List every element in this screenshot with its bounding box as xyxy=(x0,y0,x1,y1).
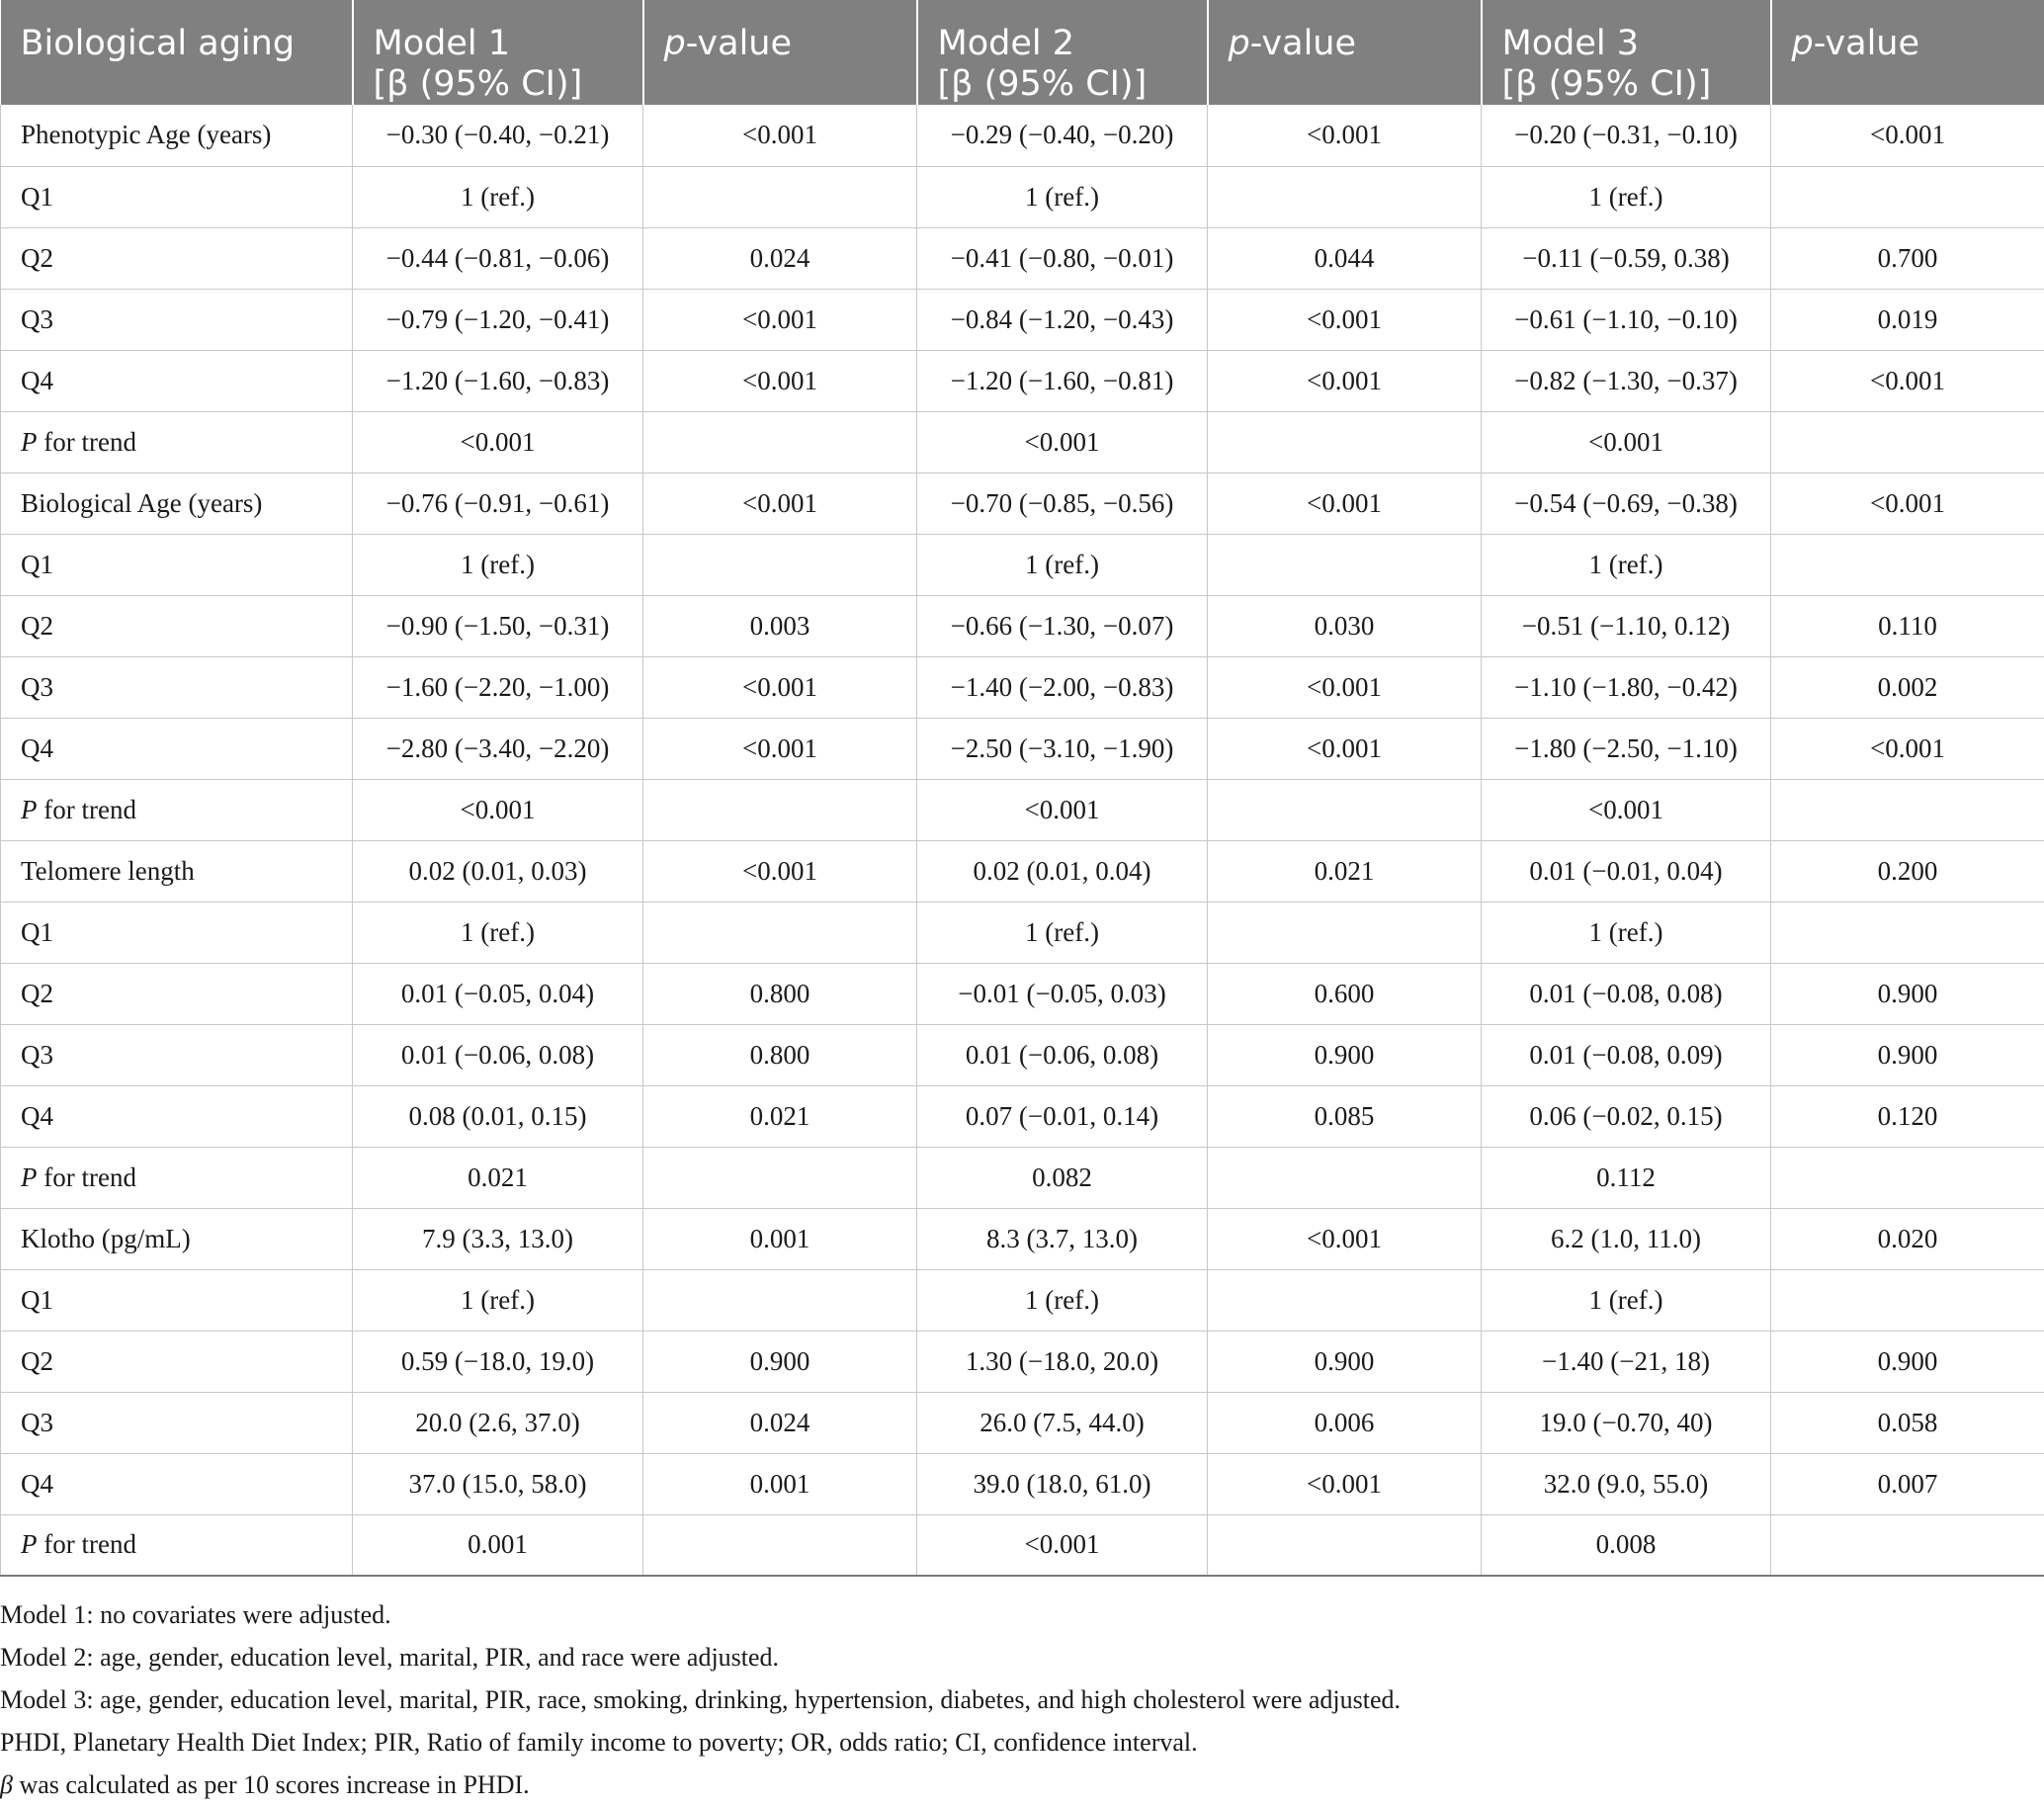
p-value-cell: <0.001 xyxy=(1208,1208,1482,1269)
beta-ci-cell: 0.021 xyxy=(353,1147,643,1208)
beta-ci-cell: −0.76 (−0.91, −0.61) xyxy=(353,473,643,534)
p-value-cell: <0.001 xyxy=(643,656,917,718)
p-value-cell xyxy=(1771,411,2044,473)
p-value-cell xyxy=(643,902,917,963)
header-p-value-2: p-value xyxy=(1208,0,1482,105)
beta-ci-cell: −0.01 (−0.05, 0.03) xyxy=(917,963,1208,1024)
beta-ci-cell: −0.84 (−1.20, −0.43) xyxy=(917,289,1208,350)
beta-ci-cell: −0.66 (−1.30, −0.07) xyxy=(917,595,1208,656)
header-model-1: Model 1 [β (95% CI)] xyxy=(353,0,643,105)
p-value-cell: <0.001 xyxy=(1771,350,2044,411)
beta-ci-cell: 0.01 (−0.01, 0.04) xyxy=(1482,840,1771,902)
beta-ci-cell: 1 (ref.) xyxy=(1482,902,1771,963)
beta-ci-cell: −0.29 (−0.40, −0.20) xyxy=(917,105,1208,166)
beta-ci-cell: −1.40 (−21, 18) xyxy=(1482,1331,1771,1392)
beta-ci-cell: −0.61 (−1.10, −0.10) xyxy=(1482,289,1771,350)
p-value-cell: 0.600 xyxy=(1208,963,1482,1024)
p-value-cell: 0.019 xyxy=(1771,289,2044,350)
row-label: P for trend xyxy=(1,411,353,473)
table-row xyxy=(1,1024,2044,1085)
header-model-3: Model 3 [β (95% CI)] xyxy=(1482,0,1771,105)
p-value-cell: 0.006 xyxy=(1208,1392,1482,1453)
beta-ci-cell: −1.80 (−2.50, −1.10) xyxy=(1482,718,1771,779)
p-value-cell xyxy=(1771,166,2044,227)
p-value-cell xyxy=(1771,779,2044,840)
beta-ci-cell: −0.90 (−1.50, −0.31) xyxy=(353,595,643,656)
p-value-cell: <0.001 xyxy=(1208,656,1482,718)
table-body xyxy=(1,105,2044,1576)
p-value-cell: 0.200 xyxy=(1771,840,2044,902)
p-value-cell: <0.001 xyxy=(1771,718,2044,779)
beta-ci-cell: 1 (ref.) xyxy=(1482,534,1771,595)
p-value-cell: 0.024 xyxy=(643,227,917,289)
p-value-cell: 0.085 xyxy=(1208,1085,1482,1147)
table-row xyxy=(1,1453,2044,1514)
table-footnotes xyxy=(0,1593,2044,1806)
p-value-cell: 0.800 xyxy=(643,963,917,1024)
table-row xyxy=(1,289,2044,350)
beta-ci-cell: −1.20 (−1.60, −0.83) xyxy=(353,350,643,411)
p-value-cell: <0.001 xyxy=(1771,473,2044,534)
p-value-cell xyxy=(643,1269,917,1331)
beta-ci-cell: 37.0 (15.0, 58.0) xyxy=(353,1453,643,1514)
row-label: Q1 xyxy=(1,534,353,595)
p-value-cell: 0.800 xyxy=(643,1024,917,1085)
p-value-cell: 0.020 xyxy=(1771,1208,2044,1269)
header-p-value-1: p-value xyxy=(643,0,917,105)
footnote-model-3: Model 3: age, gender, education level, marital, PIR, race, smoking, drinking, hypertension, diabetes, and high cholesterol were adjusted. xyxy=(0,1678,2044,1721)
beta-ci-cell: 0.01 (−0.08, 0.08) xyxy=(1482,963,1771,1024)
p-value-cell: <0.001 xyxy=(1208,105,1482,166)
beta-ci-cell: 1 (ref.) xyxy=(917,902,1208,963)
beta-ci-cell: <0.001 xyxy=(1482,779,1771,840)
beta-ci-cell: 1.30 (−18.0, 20.0) xyxy=(917,1331,1208,1392)
p-value-cell xyxy=(643,411,917,473)
p-value-cell: <0.001 xyxy=(1208,1453,1482,1514)
p-value-cell xyxy=(1208,534,1482,595)
beta-ci-cell: −1.60 (−2.20, −1.00) xyxy=(353,656,643,718)
beta-ci-cell: 0.01 (−0.06, 0.08) xyxy=(353,1024,643,1085)
table-row xyxy=(1,779,2044,840)
beta-ci-cell: <0.001 xyxy=(353,411,643,473)
p-value-cell: 0.900 xyxy=(1771,1024,2044,1085)
row-label: Q1 xyxy=(1,902,353,963)
beta-ci-cell: −2.80 (−3.40, −2.20) xyxy=(353,718,643,779)
beta-ci-cell: −0.82 (−1.30, −0.37) xyxy=(1482,350,1771,411)
beta-ci-cell: <0.001 xyxy=(1482,411,1771,473)
table-row xyxy=(1,473,2044,534)
beta-ci-cell: 1 (ref.) xyxy=(353,902,643,963)
p-value-cell: <0.001 xyxy=(643,350,917,411)
row-label: Q3 xyxy=(1,289,353,350)
beta-ci-cell: −0.11 (−0.59, 0.38) xyxy=(1482,227,1771,289)
header-biological-aging: Biological aging xyxy=(1,0,353,105)
p-value-cell: 0.003 xyxy=(643,595,917,656)
beta-ci-cell: −2.50 (−3.10, −1.90) xyxy=(917,718,1208,779)
beta-ci-cell: 1 (ref.) xyxy=(353,1269,643,1331)
p-value-cell xyxy=(1208,1269,1482,1331)
p-value-cell xyxy=(643,1147,917,1208)
beta-ci-cell: <0.001 xyxy=(917,411,1208,473)
p-value-cell xyxy=(1771,1147,2044,1208)
row-label: Q2 xyxy=(1,1331,353,1392)
beta-ci-cell: −1.10 (−1.80, −0.42) xyxy=(1482,656,1771,718)
beta-ci-cell: 0.008 xyxy=(1482,1514,1771,1576)
p-value-cell: <0.001 xyxy=(1208,289,1482,350)
table-row xyxy=(1,963,2044,1024)
beta-ci-cell: 1 (ref.) xyxy=(1482,166,1771,227)
beta-ci-cell: 1 (ref.) xyxy=(917,166,1208,227)
row-label: Q4 xyxy=(1,718,353,779)
p-value-cell: 0.700 xyxy=(1771,227,2044,289)
p-value-cell: <0.001 xyxy=(643,840,917,902)
row-label: Biological Age (years) xyxy=(1,473,353,534)
p-value-cell: 0.900 xyxy=(643,1331,917,1392)
table-row xyxy=(1,534,2044,595)
p-value-cell: 0.021 xyxy=(643,1085,917,1147)
table-row xyxy=(1,1331,2044,1392)
beta-ci-cell: 0.01 (−0.05, 0.04) xyxy=(353,963,643,1024)
row-label: P for trend xyxy=(1,1514,353,1576)
beta-ci-cell: −0.70 (−0.85, −0.56) xyxy=(917,473,1208,534)
row-label: Q2 xyxy=(1,227,353,289)
beta-ci-cell: 1 (ref.) xyxy=(917,534,1208,595)
p-value-cell: 0.044 xyxy=(1208,227,1482,289)
row-label: Telomere length xyxy=(1,840,353,902)
p-value-cell xyxy=(643,166,917,227)
table-row xyxy=(1,105,2044,166)
table-row xyxy=(1,840,2044,902)
p-value-cell xyxy=(643,534,917,595)
footnote-beta: β was calculated as per 10 scores increase in PHDI. xyxy=(0,1763,2044,1806)
beta-ci-cell: −0.20 (−0.31, −0.10) xyxy=(1482,105,1771,166)
beta-ci-cell: 8.3 (3.7, 13.0) xyxy=(917,1208,1208,1269)
p-value-cell xyxy=(1208,779,1482,840)
p-value-cell xyxy=(1771,534,2044,595)
beta-ci-cell: <0.001 xyxy=(917,1514,1208,1576)
table-row xyxy=(1,1085,2044,1147)
beta-ci-cell: −0.54 (−0.69, −0.38) xyxy=(1482,473,1771,534)
p-value-cell xyxy=(643,779,917,840)
table-row xyxy=(1,350,2044,411)
row-label: Q2 xyxy=(1,963,353,1024)
row-label: Klotho (pg/mL) xyxy=(1,1208,353,1269)
beta-ci-cell: 20.0 (2.6, 37.0) xyxy=(353,1392,643,1453)
p-value-cell: 0.001 xyxy=(643,1208,917,1269)
footnote-abbreviations: PHDI, Planetary Health Diet Index; PIR, Ratio of family income to poverty; OR, odds ratio; CI, confidence interval. xyxy=(0,1721,2044,1763)
p-value-cell: 0.900 xyxy=(1771,1331,2044,1392)
table-row xyxy=(1,656,2044,718)
p-value-cell: 0.030 xyxy=(1208,595,1482,656)
p-value-cell: <0.001 xyxy=(1208,350,1482,411)
beta-ci-cell: 0.06 (−0.02, 0.15) xyxy=(1482,1085,1771,1147)
p-value-cell: 0.021 xyxy=(1208,840,1482,902)
p-value-cell: <0.001 xyxy=(643,718,917,779)
row-label: Q4 xyxy=(1,1085,353,1147)
p-value-cell: 0.900 xyxy=(1771,963,2044,1024)
beta-ci-cell: 0.01 (−0.06, 0.08) xyxy=(917,1024,1208,1085)
p-value-cell: 0.002 xyxy=(1771,656,2044,718)
table-row xyxy=(1,595,2044,656)
row-label: Q1 xyxy=(1,1269,353,1331)
p-value-cell: <0.001 xyxy=(1208,718,1482,779)
p-value-cell: <0.001 xyxy=(643,105,917,166)
table-row xyxy=(1,1392,2044,1453)
table-row xyxy=(1,166,2044,227)
table-row xyxy=(1,1147,2044,1208)
p-value-cell xyxy=(1208,411,1482,473)
row-label: Q4 xyxy=(1,1453,353,1514)
p-value-cell xyxy=(1208,902,1482,963)
table-row xyxy=(1,902,2044,963)
row-label: P for trend xyxy=(1,1147,353,1208)
beta-ci-cell: 1 (ref.) xyxy=(353,534,643,595)
beta-ci-cell: 19.0 (−0.70, 40) xyxy=(1482,1392,1771,1453)
header-row xyxy=(1,0,2044,105)
beta-ci-cell: 1 (ref.) xyxy=(1482,1269,1771,1331)
p-value-cell: 0.110 xyxy=(1771,595,2044,656)
beta-ci-cell: −1.40 (−2.00, −0.83) xyxy=(917,656,1208,718)
header-model-2: Model 2 [β (95% CI)] xyxy=(917,0,1208,105)
p-value-cell xyxy=(1771,902,2044,963)
p-value-cell xyxy=(1208,166,1482,227)
header-p-value-3: p-value xyxy=(1771,0,2044,105)
p-value-cell: 0.007 xyxy=(1771,1453,2044,1514)
row-label: P for trend xyxy=(1,779,353,840)
beta-ci-cell: 32.0 (9.0, 55.0) xyxy=(1482,1453,1771,1514)
beta-ci-cell: <0.001 xyxy=(917,779,1208,840)
p-value-cell xyxy=(1208,1514,1482,1576)
row-label: Phenotypic Age (years) xyxy=(1,105,353,166)
table-row xyxy=(1,227,2044,289)
beta-ci-cell: 0.02 (0.01, 0.03) xyxy=(353,840,643,902)
p-value-cell: <0.001 xyxy=(643,289,917,350)
beta-ci-cell: 0.082 xyxy=(917,1147,1208,1208)
beta-ci-cell: 39.0 (18.0, 61.0) xyxy=(917,1453,1208,1514)
beta-ci-cell: −1.20 (−1.60, −0.81) xyxy=(917,350,1208,411)
beta-ci-cell: −0.51 (−1.10, 0.12) xyxy=(1482,595,1771,656)
beta-ci-cell: 0.112 xyxy=(1482,1147,1771,1208)
beta-ci-cell: 0.02 (0.01, 0.04) xyxy=(917,840,1208,902)
beta-ci-cell: 0.07 (−0.01, 0.14) xyxy=(917,1085,1208,1147)
beta-ci-cell: 0.01 (−0.08, 0.09) xyxy=(1482,1024,1771,1085)
row-label: Q4 xyxy=(1,350,353,411)
table-row xyxy=(1,1514,2044,1576)
footnote-model-1: Model 1: no covariates were adjusted. xyxy=(0,1593,2044,1636)
beta-ci-cell: 6.2 (1.0, 11.0) xyxy=(1482,1208,1771,1269)
row-label: Q2 xyxy=(1,595,353,656)
p-value-cell xyxy=(1771,1514,2044,1576)
beta-ci-cell: <0.001 xyxy=(353,779,643,840)
row-label: Q1 xyxy=(1,166,353,227)
p-value-cell: 0.058 xyxy=(1771,1392,2044,1453)
p-value-cell: 0.900 xyxy=(1208,1331,1482,1392)
beta-ci-cell: 1 (ref.) xyxy=(917,1269,1208,1331)
table-row xyxy=(1,1269,2044,1331)
beta-ci-cell: 1 (ref.) xyxy=(353,166,643,227)
p-value-cell xyxy=(1208,1147,1482,1208)
row-label: Q3 xyxy=(1,1392,353,1453)
p-value-cell xyxy=(1771,1269,2044,1331)
beta-ci-cell: 0.59 (−18.0, 19.0) xyxy=(353,1331,643,1392)
beta-ci-cell: 26.0 (7.5, 44.0) xyxy=(917,1392,1208,1453)
beta-ci-cell: −0.41 (−0.80, −0.01) xyxy=(917,227,1208,289)
p-value-cell: 0.900 xyxy=(1208,1024,1482,1085)
table-row xyxy=(1,411,2044,473)
beta-ci-cell: 0.08 (0.01, 0.15) xyxy=(353,1085,643,1147)
p-value-cell: 0.024 xyxy=(643,1392,917,1453)
p-value-cell: <0.001 xyxy=(643,473,917,534)
beta-ci-cell: −0.79 (−1.20, −0.41) xyxy=(353,289,643,350)
beta-ci-cell: 0.001 xyxy=(353,1514,643,1576)
beta-ci-cell: −0.44 (−0.81, −0.06) xyxy=(353,227,643,289)
table-row xyxy=(1,1208,2044,1269)
footnote-model-2: Model 2: age, gender, education level, marital, PIR, and race were adjusted. xyxy=(0,1636,2044,1678)
table-row xyxy=(1,718,2044,779)
beta-ci-cell: 7.9 (3.3, 13.0) xyxy=(353,1208,643,1269)
p-value-cell: <0.001 xyxy=(1208,473,1482,534)
row-label: Q3 xyxy=(1,656,353,718)
p-value-cell: 0.001 xyxy=(643,1453,917,1514)
p-value-cell xyxy=(643,1514,917,1576)
p-value-cell: <0.001 xyxy=(1771,105,2044,166)
row-label: Q3 xyxy=(1,1024,353,1085)
beta-ci-cell: −0.30 (−0.40, −0.21) xyxy=(353,105,643,166)
p-value-cell: 0.120 xyxy=(1771,1085,2044,1147)
